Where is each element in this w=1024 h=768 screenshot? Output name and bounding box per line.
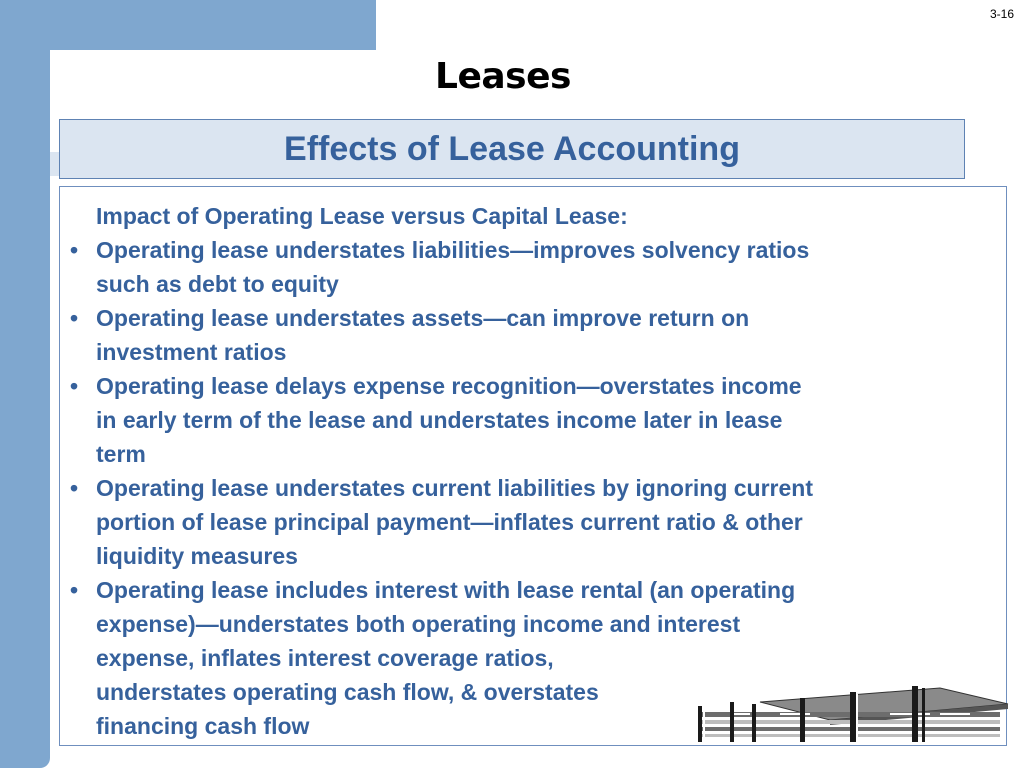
intro-text: Impact of Operating Lease versus Capital Lease:	[96, 203, 628, 229]
bullet-line: investment ratios	[96, 339, 287, 365]
bullet-marker: •	[70, 577, 79, 603]
bullet-item-current-liabilities	[60, 471, 1000, 573]
left-accent-bar	[0, 0, 50, 768]
bullet-marker: •	[70, 305, 79, 331]
bullet-line: expense, inflates interest coverage ratios,	[96, 645, 554, 671]
bullet-item-assets	[60, 301, 1000, 369]
slide-subtitle: Effects of Lease Accounting	[284, 129, 740, 168]
bullet-marker: •	[70, 237, 79, 263]
bullet-list	[60, 233, 1000, 743]
bullet-line: portion of lease principal payment—inflates current ratio & other	[96, 509, 803, 535]
building-icon	[690, 682, 1010, 742]
header-accent-bar	[0, 0, 376, 50]
bullet-line: expense)—understates both operating income and interest	[96, 611, 741, 637]
bullet-item-expense-recognition	[60, 369, 1000, 471]
slide-title: Leases	[435, 56, 571, 97]
bullet-marker: •	[70, 373, 79, 399]
bullet-line: term	[96, 441, 146, 467]
bullet-line: such as debt to equity	[96, 271, 339, 297]
bullet-line: in early term of the lease and understates income later in lease	[96, 407, 783, 433]
bullet-line: understates operating cash flow, & overstates	[96, 679, 599, 705]
slide-number: 3-16	[989, 7, 1014, 21]
bullet-line: Operating lease delays expense recognition—overstates income	[96, 373, 802, 399]
bullet-line: Operating lease understates liabilities—improves solvency ratios	[96, 237, 810, 263]
content-panel	[59, 186, 1007, 746]
bullet-line: Operating lease includes interest with lease rental (an operating	[96, 577, 796, 603]
subtitle-banner	[59, 119, 965, 179]
bullet-line: liquidity measures	[96, 543, 298, 569]
bullet-marker: •	[70, 475, 79, 501]
bullet-line: financing cash flow	[96, 713, 310, 739]
bullet-item-liabilities	[60, 233, 1000, 301]
bullet-line: Operating lease understates assets—can improve return on	[96, 305, 750, 331]
bullet-line: Operating lease understates current liabilities by ignoring current	[96, 475, 814, 501]
